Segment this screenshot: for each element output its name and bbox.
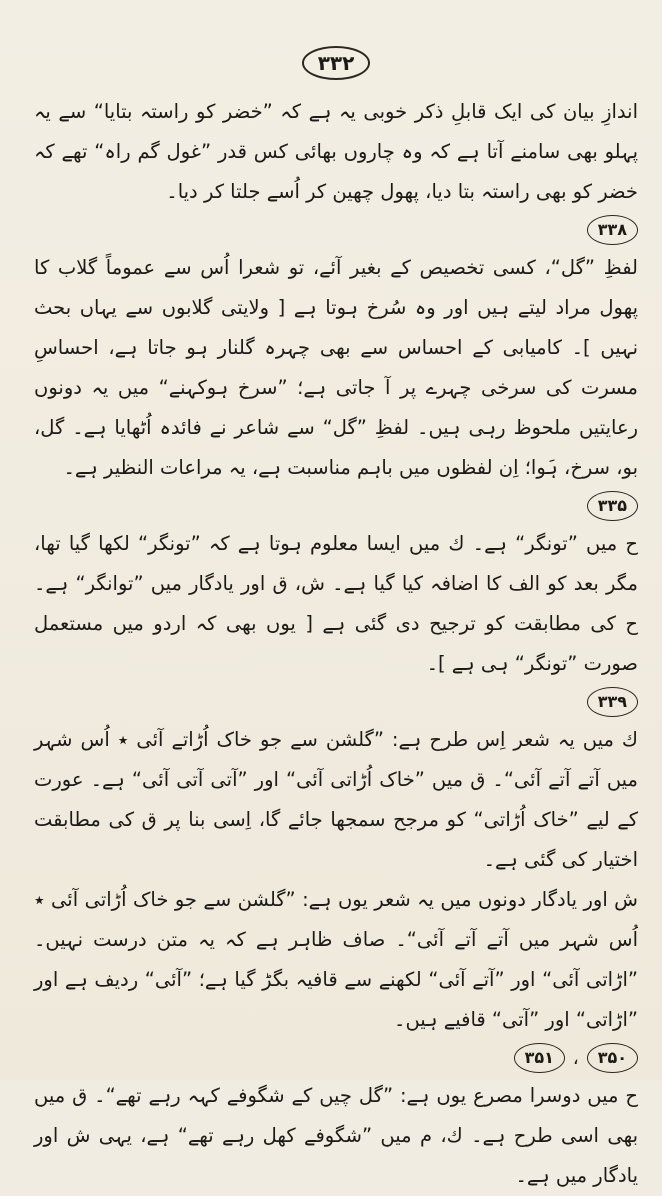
paragraph-note-335: ح میں ”تونگر“ ہے۔ ك میں ایسا معلوم ہوتا ہے کہ ”تونگر“ لکھا گیا تھا، مگر بعد کو الف کا اضافہ کیا گیا ہے۔ ش، ق اور یادگار میں ”توانگر“ ہے۔ ح کی مطابقت کو ترجیح دی گئی ہے [ یوں بھی کہ اردو میں مستعمل صورت ”تونگر“ ہی ہے ]۔ (34, 532, 638, 675)
note-marker: ۳۳۸ (587, 215, 638, 245)
paragraph-note-339-b: ش اور یادگار دونوں میں یہ شعر یوں ہے: ”گلشن سے جو خاک اُڑاتی آئی ٭ اُس شہر میں آتے آتے آئی“۔ صاف ظاہر ہے کہ یہ متن درست نہیں۔ ”اڑاتی آئی“ اور ”آتے آئی“ لکھنے سے قافیہ بگڑ گیا ہے؛ ”آئی“ ردیف ہے اور ”اڑاتی“ اور ”آتی“ قافیے ہیں۔ (34, 888, 638, 1031)
note-marker: ۳۵۱ (514, 1043, 565, 1073)
note-marker: ۳۳۹ (587, 687, 638, 717)
paragraph-note-350-351: ح میں دوسرا مصرع یوں ہے: ”گل چیں کے شگوفے کہہ رہے تھے“۔ ق میں بھی اسی طرح ہے۔ ك، م میں ”شگوفے کھل رہے تھے“ ہے، یہی ش اور یادگار میں ہے۔ (34, 1084, 638, 1187)
paragraph-note-338: لفظِ ”گل“، کسی تخصیص کے بغیر آئے، تو شعرا اُس سے عموماً گلاب کا پھول مراد لیتے ہیں اور وہ سُرخ ہوتا ہے [ ولایتی گلابوں سے یہاں بحث نہیں ]۔ کامیابی کے احساس سے بھی چہرہ گلنار ہو جاتا ہے، احساسِ مسرت کی سرخی چہرے پر آ جاتی ہے؛ ”سرخ ہوکہنے“ میں یہ دونوں رعایتیں ملحوظ رہی ہیں۔ لفظِ ”گل“ سے شاعر نے فائدہ اُٹھایا ہے۔ گل، بو، سرخ، ہَوا؛ اِن لفظوں میں باہم مناسبت ہے، یہ مراعات النظیر ہے۔ (34, 256, 638, 479)
note-marker: ۳۵۰ (587, 1043, 638, 1073)
marker-separator: ، (572, 1047, 579, 1069)
note-marker-row (34, 212, 638, 248)
page-header (34, 0, 638, 80)
note-marker: ۳۳۵ (587, 491, 638, 521)
note-marker-pair-row (34, 1040, 638, 1076)
note-marker-row (34, 684, 638, 720)
paragraph-intro: اندازِ بیان کی ایک قابلِ ذکر خوبی یہ ہے کہ ”خضر کو راستہ بتایا“ سے یہ پہلو بھی سامنے آتا ہے کہ وہ چاروں بھائی کس قدر ”غول گم راہ“ تھے کہ خضر کو بھی راستہ بتا دیا، پھول چھین کر اُسے جلتا کر دیا۔ (34, 100, 638, 203)
page-number: ۳۳۲ (302, 46, 371, 80)
paragraph-note-339-a: ك میں یہ شعر اِس طرح ہے: ”گلشن سے جو خاک اُڑاتے آئی ٭ اُس شہر میں آتے آتے آئی“۔ ق میں ”خاک اُڑاتی آئی“ اور ”آتی آتی آئی“ ہے۔ عورت کے لیے ”خاک اُڑاتی“ کو مرجح سمجھا جائے گا، اِسی بنا پر ق کی مطابقت اختیار کی گئی ہے۔ (34, 728, 638, 871)
note-marker-row (34, 488, 638, 524)
